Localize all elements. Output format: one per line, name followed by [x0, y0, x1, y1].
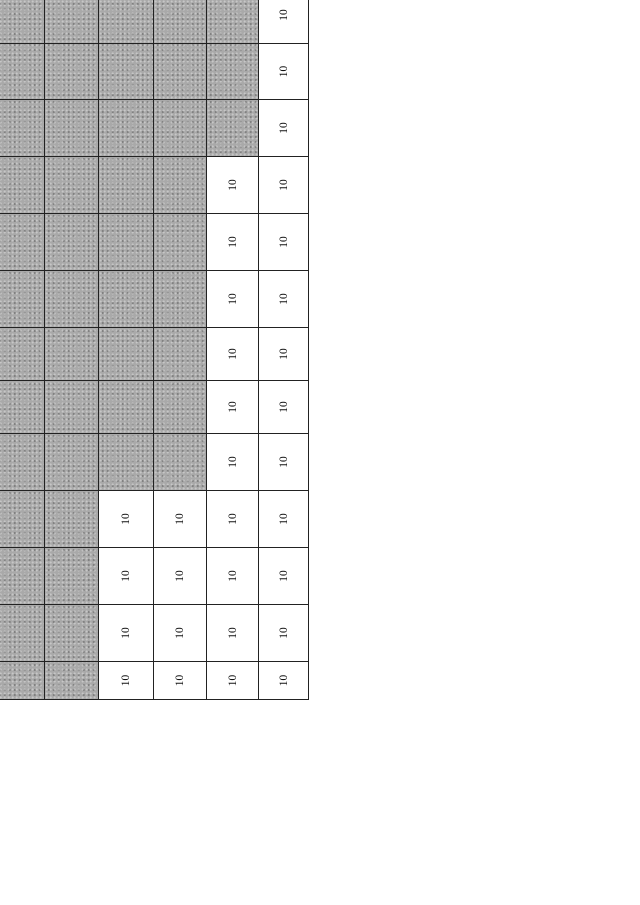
value-cell: 10	[207, 157, 259, 214]
shaded-cell	[45, 548, 99, 605]
value-cell: 10	[259, 0, 309, 44]
shaded-cell	[154, 434, 207, 491]
value-cell: 10	[259, 662, 309, 700]
value-cell: 10	[207, 605, 259, 662]
shaded-cell	[207, 0, 259, 44]
shaded-cell	[99, 434, 154, 491]
value-cell: 10	[207, 214, 259, 271]
shaded-cell	[45, 214, 99, 271]
shaded-cell	[154, 271, 207, 328]
shaded-cell	[154, 0, 207, 44]
shaded-cell	[154, 328, 207, 381]
shaded-cell	[45, 662, 99, 700]
shaded-cell	[0, 271, 45, 328]
value-cell: 10	[259, 100, 309, 157]
shaded-cell	[0, 548, 45, 605]
value-cell: 10	[207, 434, 259, 491]
value-cell: 10	[99, 662, 154, 700]
shaded-cell	[45, 0, 99, 44]
shaded-cell	[45, 100, 99, 157]
value-cell: 10	[207, 381, 259, 434]
shaded-cell	[45, 434, 99, 491]
shaded-cell	[207, 44, 259, 100]
value-cell: 10	[259, 491, 309, 548]
shaded-cell	[207, 100, 259, 157]
value-cell: 10	[259, 328, 309, 381]
value-cell: 10	[207, 328, 259, 381]
value-cell: 10	[154, 605, 207, 662]
value-cell: 10	[154, 662, 207, 700]
shaded-cell	[99, 0, 154, 44]
shaded-cell	[99, 214, 154, 271]
sports-discipline-table	[0, 0, 309, 700]
shaded-cell	[0, 605, 45, 662]
shaded-cell	[45, 491, 99, 548]
value-cell: 10	[207, 491, 259, 548]
shaded-cell	[0, 434, 45, 491]
shaded-cell	[99, 271, 154, 328]
shaded-cell	[99, 44, 154, 100]
shaded-cell	[99, 100, 154, 157]
value-cell: 10	[259, 44, 309, 100]
shaded-cell	[45, 328, 99, 381]
shaded-cell	[154, 44, 207, 100]
shaded-cell	[0, 44, 45, 100]
shaded-cell	[99, 328, 154, 381]
shaded-cell	[99, 157, 154, 214]
rotated-table-block	[0, 0, 290, 700]
shaded-cell	[0, 214, 45, 271]
value-cell: 10	[99, 548, 154, 605]
shaded-cell	[154, 100, 207, 157]
shaded-cell	[154, 214, 207, 271]
shaded-cell	[45, 44, 99, 100]
shaded-cell	[45, 271, 99, 328]
value-cell: 10	[207, 662, 259, 700]
value-cell: 10	[259, 214, 309, 271]
value-cell: 10	[99, 605, 154, 662]
shaded-cell	[154, 157, 207, 214]
value-cell: 10	[207, 271, 259, 328]
shaded-cell	[0, 100, 45, 157]
value-cell: 10	[154, 548, 207, 605]
shaded-cell	[45, 381, 99, 434]
shaded-cell	[154, 381, 207, 434]
shaded-cell	[45, 157, 99, 214]
value-cell: 10	[259, 605, 309, 662]
value-cell: 10	[259, 548, 309, 605]
value-cell: 10	[259, 271, 309, 328]
shaded-cell	[0, 0, 45, 44]
shaded-cell	[0, 381, 45, 434]
shaded-cell	[0, 491, 45, 548]
value-cell: 10	[259, 434, 309, 491]
value-cell: 10	[259, 381, 309, 434]
shaded-cell	[45, 605, 99, 662]
shaded-cell	[99, 381, 154, 434]
shaded-cell	[0, 157, 45, 214]
value-cell: 10	[207, 548, 259, 605]
shaded-cell	[0, 662, 45, 700]
value-cell: 10	[154, 491, 207, 548]
shaded-cell	[0, 328, 45, 381]
value-cell: 10	[259, 157, 309, 214]
value-cell: 10	[99, 491, 154, 548]
